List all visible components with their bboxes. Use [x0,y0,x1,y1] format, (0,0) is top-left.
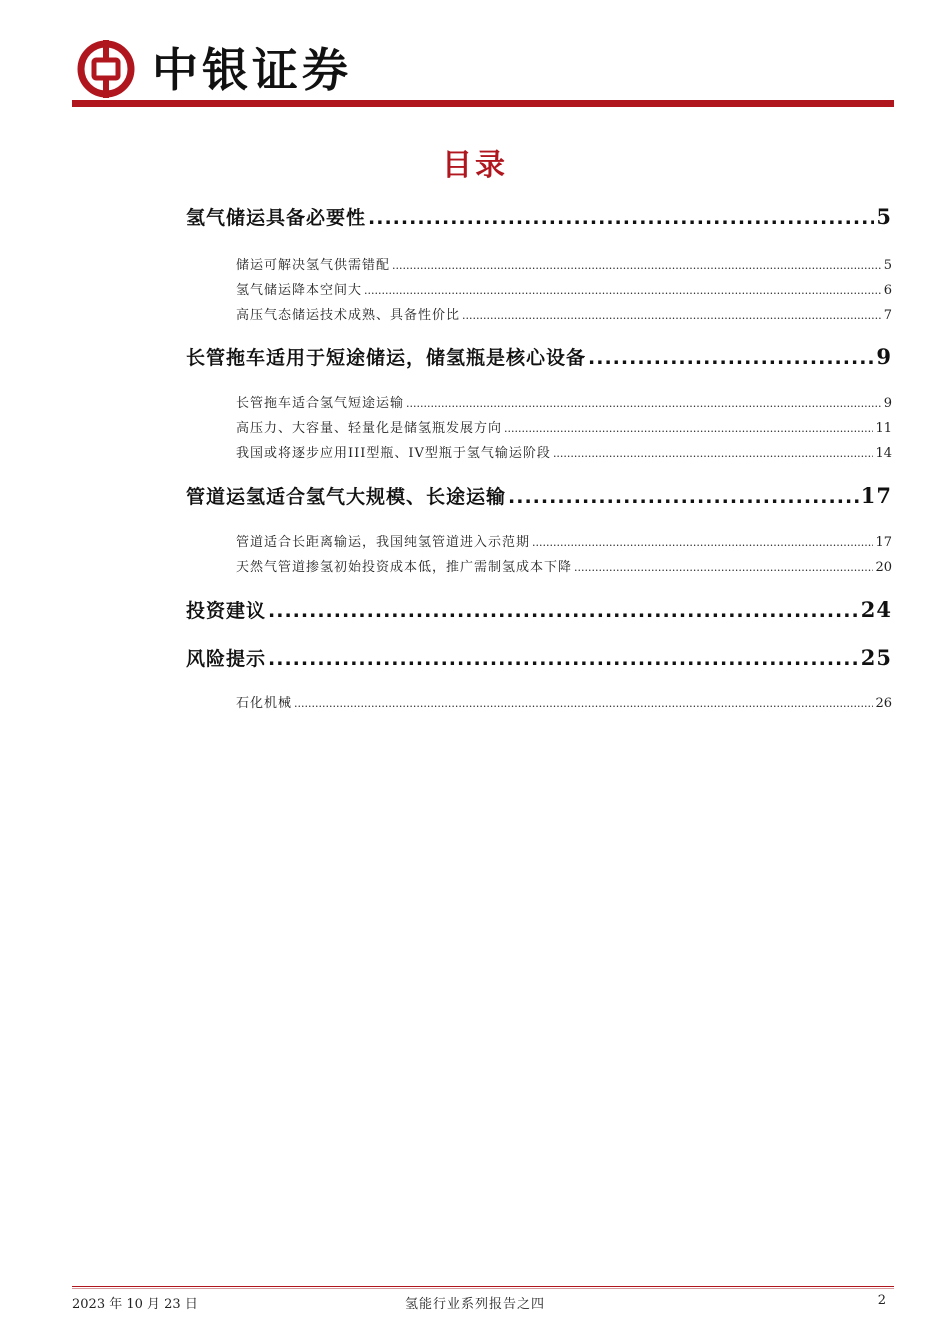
toc-page-number: 11 [875,421,892,436]
report-date: 2023 年 10 月 23 日 [72,1297,198,1312]
toc-entry-level2[interactable]: 长管拖车适合氢气短途运输 ..... 9 [236,392,892,411]
toc-entry-level2[interactable]: 我国或将逐步应用III型瓶、IV型瓶于氢气输运阶段 ..... 14 [236,442,892,461]
dot-leader [268,648,859,670]
toc-entry-level1[interactable]: 管道运氢适合氢气大规模、长途运输 ..... 17 [186,482,892,509]
toc-page-number: 14 [875,446,892,461]
dot-leader [588,347,874,369]
toc-page-number: 26 [875,696,892,711]
page-number: 2 [877,1293,886,1308]
dot-leader [508,486,859,508]
toc-entry-level1[interactable]: 长管拖车适用于短途储运，储氢瓶是核心设备 ..... 9 [186,343,892,370]
footer-divider-light [72,1288,894,1289]
page-header [72,36,894,108]
toc-entry-level1[interactable]: 风险提示 ..... 25 [186,644,892,671]
toc-heading: 目录 [442,148,508,183]
dot-leader [294,697,873,710]
toc-entry-level1[interactable]: 投资建议 ..... 24 [186,596,892,623]
report-series-title: 氢能行业系列报告之四 [404,1297,545,1312]
dot-leader [392,259,882,272]
dot-leader [406,397,882,410]
toc-page-number: 17 [875,535,892,550]
toc-page-number: 9 [876,344,892,369]
brand-name: 中银证券 [152,43,352,97]
toc-page-number: 20 [875,560,892,575]
toc-page-number: 9 [883,396,892,411]
toc-entry-level2[interactable]: 储运可解决氢气供需错配 ..... 5 [236,254,892,273]
dot-leader [504,422,873,435]
toc-page-number: 5 [876,204,892,229]
dot-leader [364,284,882,297]
toc-entry-level1[interactable]: 氢气储运具备必要性 ..... 5 [186,203,892,230]
toc-entry-level2[interactable]: 天然气管道掺氢初始投资成本低，推广需制氢成本下降 ..... 20 [236,556,892,575]
toc-entry-level2[interactable]: 高压力、大容量、轻量化是储氢瓶发展方向 ..... 11 [236,417,892,436]
toc-page-number: 25 [860,645,892,670]
dot-leader [462,309,882,322]
toc-page-number: 17 [860,483,892,508]
toc-page-number: 6 [883,283,892,298]
toc-entry-level2[interactable]: 管道适合长距离输运，我国纯氢管道进入示范期 ..... 17 [236,531,892,550]
toc-page-number: 5 [883,258,892,273]
toc-entry-level2[interactable]: 高压气态储运技术成熟、具备性价比 ..... 7 [236,304,892,323]
bank-of-china-logo-icon [77,40,135,98]
toc-page-number: 24 [860,597,892,622]
dot-leader [574,561,873,574]
dot-leader [368,207,874,229]
dot-leader [268,600,859,622]
toc-entry-level2[interactable]: 石化机械 ..... 26 [236,692,892,711]
toc-entry-level2[interactable]: 氢气储运降本空间大 ..... 6 [236,279,892,298]
header-divider [72,100,894,107]
footer-divider [72,1286,894,1287]
dot-leader [532,536,873,549]
toc-page-number: 7 [883,308,892,323]
dot-leader [553,447,874,460]
